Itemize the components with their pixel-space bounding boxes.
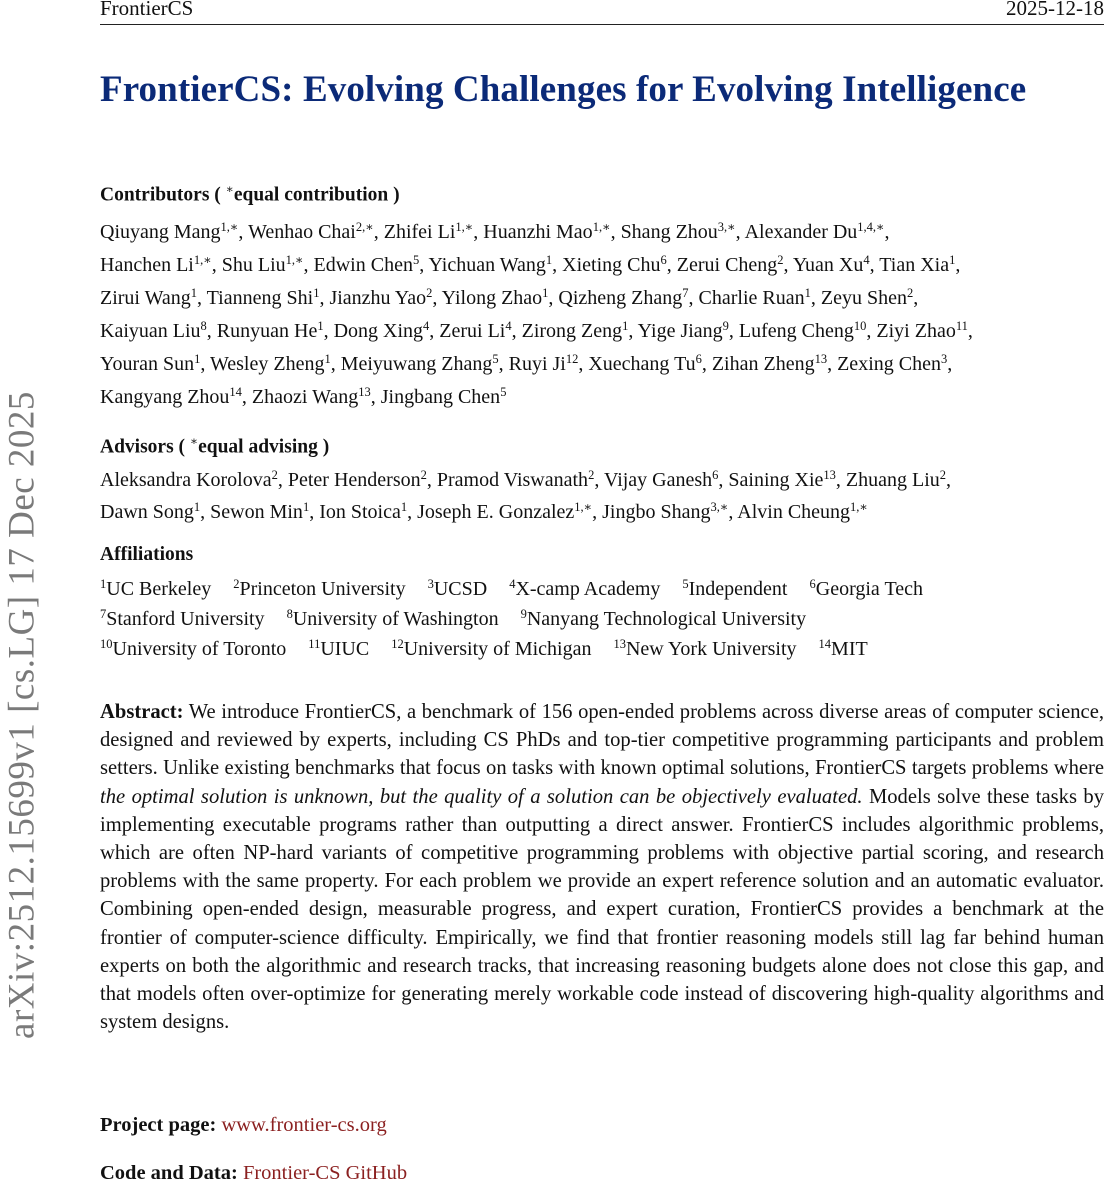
contributors-heading-note: equal contribution ) — [233, 184, 400, 206]
affiliation-row — [100, 574, 1106, 604]
author-affiliation-marker: 2 — [588, 468, 595, 482]
author-affiliation-marker: 12 — [565, 352, 579, 366]
affiliations-heading: Affiliations — [100, 544, 194, 565]
affiliation-number: 5 — [682, 577, 689, 591]
author-affiliation-marker: 1,∗ — [285, 253, 304, 267]
author-affiliation-marker: 1,4,∗ — [857, 220, 885, 234]
author — [728, 469, 836, 491]
author-affiliation-marker: 6 — [695, 352, 702, 366]
author-affiliation-marker: 11 — [955, 319, 968, 333]
author-name: Runyuan He — [216, 320, 318, 342]
author-name: Xieting Chu — [562, 254, 661, 276]
author-affiliation-marker: 1 — [317, 319, 324, 333]
author-name: Zirong Zeng — [521, 320, 623, 342]
author — [712, 353, 827, 375]
author-name: Aleksandra Korolova — [100, 469, 272, 491]
author-name: Yige Jiang — [637, 320, 723, 342]
author — [207, 287, 320, 309]
affiliation-name: University of Toronto — [112, 638, 287, 660]
author-affiliation-marker: 13 — [814, 352, 828, 366]
running-header-title: FrontierCS — [100, 0, 194, 20]
affiliations-list — [100, 574, 1106, 664]
affiliation — [100, 638, 286, 660]
author-name: Yuan Xu — [792, 254, 864, 276]
author-name: Jingbang Chen — [380, 386, 501, 408]
author-affiliation-marker: 2 — [420, 468, 427, 482]
author — [638, 320, 729, 342]
contributors-heading-label: Contributors ( — [100, 184, 221, 206]
affiliation-name: Princeton University — [239, 578, 406, 600]
affiliation — [810, 578, 924, 600]
abstract-label: Abstract: — [100, 701, 184, 723]
author — [437, 469, 594, 491]
running-header-date: 2025-12-18 — [1006, 0, 1104, 20]
author-name: Tian Xia — [879, 254, 950, 276]
author-affiliation-marker: 6 — [660, 253, 667, 267]
equal-star: ∗ — [189, 434, 199, 448]
author — [314, 254, 420, 276]
author-affiliation-marker: 10 — [853, 319, 867, 333]
code-and-data — [100, 1162, 407, 1185]
author-name: Zeyu Shen — [820, 287, 907, 309]
author-name: Zerui Li — [439, 320, 506, 342]
author-name: Qiuyang Mang — [100, 221, 221, 243]
author-affiliation-marker: 1 — [804, 286, 811, 300]
author-name: Kangyang Zhou — [100, 386, 230, 408]
author-name: Zexing Chen — [837, 353, 941, 375]
author — [876, 320, 967, 342]
affiliation-number: 6 — [809, 577, 816, 591]
affiliation-row — [100, 604, 1106, 634]
github-link[interactable]: Frontier-CS GitHub — [242, 1162, 408, 1184]
affiliation-number: 9 — [520, 607, 527, 621]
author-name: Youran Sun — [100, 353, 195, 375]
author — [439, 320, 511, 342]
author-affiliation-marker: 2 — [426, 286, 433, 300]
equal-star: ∗ — [225, 182, 234, 196]
author-name: Lufeng Cheng — [738, 320, 854, 342]
author-affiliation-marker: 1,∗ — [220, 220, 239, 234]
affiliation — [233, 578, 405, 600]
author-name: Shu Liu — [221, 254, 286, 276]
author — [100, 320, 207, 342]
author-name: Hanchen Li — [100, 254, 194, 276]
author-affiliation-marker: 8 — [200, 319, 207, 333]
author-affiliation-marker: 1 — [302, 500, 310, 514]
author — [248, 221, 374, 243]
author-name: Yichuan Wang — [428, 254, 546, 276]
author-affiliation-marker: 3,∗ — [710, 500, 729, 514]
author-affiliation-marker: 1 — [400, 500, 408, 514]
author — [588, 353, 701, 375]
author — [381, 386, 507, 408]
author — [100, 501, 200, 523]
abstract-italic: the optimal solution is unknown, but the quality of a solution can be objectively evaluated. — [100, 785, 863, 808]
author — [210, 501, 309, 523]
affiliation-number: 14 — [818, 637, 832, 651]
author — [745, 221, 885, 243]
author-name: Dong Xing — [333, 320, 424, 342]
author — [100, 221, 238, 243]
author-affiliation-marker: 1 — [542, 286, 549, 300]
author — [329, 287, 432, 309]
affiliation — [613, 638, 796, 660]
author — [334, 320, 430, 342]
author-name: Edwin Chen — [313, 254, 413, 276]
author-affiliation-marker: 2 — [939, 468, 947, 482]
affiliation-name: Nanyang Technological University — [526, 608, 807, 630]
affiliation-row — [100, 634, 1106, 664]
author-name: Wenhao Chai — [248, 221, 356, 243]
affiliation — [819, 638, 868, 660]
affiliation-name: University of Washington — [292, 608, 499, 630]
author-name: Kaiyuan Liu — [100, 320, 201, 342]
author-name: Zihan Zheng — [711, 353, 815, 375]
author — [288, 469, 427, 491]
author-affiliation-marker: 13 — [358, 385, 371, 399]
author-name: Tianneng Shi — [206, 287, 314, 309]
author-affiliation-marker: 2 — [777, 253, 784, 267]
author-name: Xuechang Tu — [588, 353, 696, 375]
author — [739, 320, 866, 342]
project-page — [100, 1114, 387, 1137]
author — [210, 353, 331, 375]
author-affiliation-marker: 2 — [271, 468, 278, 482]
affiliation-name: MIT — [831, 638, 868, 660]
author — [341, 353, 499, 375]
affiliation — [428, 578, 488, 600]
author-affiliation-marker: 1 — [194, 352, 201, 366]
author-affiliation-marker: 1 — [949, 253, 956, 267]
advisors-list: Aleksandra Korolova$^2$, Peter Henderson$^2$, Pramod Viswanath$^2$, Vijay Ganesh$^6$, Saining Xie$^{13}$, Zhuang Liu$^2$, Dawn Song$^1$, Sewon Min$^1$, Ion Stoica$^1$, Joseph E. Gonzalez$^{1,∗}$, Jingbo Shang$^{3,∗}$, Alvin Cheung$^{1,∗}$ — [100, 468, 952, 523]
author — [100, 353, 200, 375]
author-name: Peter Henderson — [287, 469, 421, 491]
affiliation-name: X-camp Academy — [515, 578, 661, 600]
author — [677, 254, 784, 276]
affiliation — [100, 578, 211, 600]
author-name: Dawn Song — [100, 501, 194, 523]
advisors-heading-label: Advisors ( — [100, 436, 186, 458]
author — [428, 254, 552, 276]
author-name: Yilong Zhao — [441, 287, 543, 309]
abstract-text-1: We introduce FrontierCS, a benchmark of 156 open-ended problems across diverse areas of computer science, designed and reviewed by experts, including CS PhDs and top-tier competitive programming participants and problem setters. Unlike existing benchmarks that focus on tasks with known optimal solutions, FrontierCS targets problems where — [100, 701, 1104, 780]
affiliation-name: Georgia Tech — [815, 578, 924, 600]
author — [509, 353, 579, 375]
affiliation-number: 3 — [427, 577, 434, 591]
author — [483, 221, 610, 243]
author-affiliation-marker: 1 — [324, 352, 331, 366]
author — [100, 287, 197, 309]
author — [417, 501, 592, 523]
author-name: Zhuang Liu — [845, 469, 940, 491]
author-affiliation-marker: 4 — [863, 253, 870, 267]
author-affiliation-marker: 1 — [622, 319, 629, 333]
affiliation — [391, 638, 591, 660]
affiliation-number: 13 — [613, 637, 626, 651]
affiliation — [100, 608, 265, 630]
author — [604, 469, 718, 491]
affiliation-number: 4 — [509, 577, 516, 591]
author-name: Alexander Du — [744, 221, 858, 243]
author-name: Sewon Min — [210, 501, 303, 523]
author — [100, 469, 278, 491]
author-name: Pramod Viswanath — [436, 469, 589, 491]
author-affiliation-marker: 14 — [229, 385, 242, 399]
author-name: Ziyi Zhao — [876, 320, 956, 342]
author-affiliation-marker: 4 — [423, 319, 430, 333]
author-name: Ruyi Ji — [508, 353, 566, 375]
author-affiliation-marker: 1,∗ — [850, 500, 868, 514]
author-name: Alvin Cheung — [737, 501, 851, 523]
author-name: Qizheng Zhang — [558, 287, 683, 309]
author-name: Joseph E. Gonzalez — [417, 501, 575, 523]
author — [793, 254, 870, 276]
author — [621, 221, 736, 243]
author-affiliation-marker: 2,∗ — [355, 220, 374, 234]
abstract-text-2: Models solve these tasks by implementing executable programs rather than outputting a direct answer. FrontierCS includes algorithmic problems, which are often NP-hard variants of competitive programming problems with objective partial scoring, and research problems with the same property. For each problem we provide an expert reference solution and an automatic evaluator. Combining open-ended design, measurable progress, and expert curation, FrontierCS provides a benchmark at the frontier of computer-science difficulty. Empirically, we find that frontier reasoning models still lag far behind human experts on both the algorithmic and research tracks, that increasing reasoning budgets alone does not close this gap, and that models often over-optimize for generating merely workable code instead of discovering high-quality algorithms and system designs. — [100, 785, 1104, 1034]
author-affiliation-marker: 5 — [492, 352, 499, 366]
author-affiliation-marker: 1,∗ — [592, 220, 611, 234]
author — [846, 469, 946, 491]
affiliation-name: UCSD — [433, 578, 488, 600]
author-affiliation-marker: 2 — [906, 286, 914, 300]
abstract — [100, 698, 1104, 1036]
author-name: Zirui Wang — [100, 287, 191, 309]
author-affiliation-marker: 1,∗ — [574, 500, 593, 514]
author-name: Zhifei Li — [383, 221, 456, 243]
author-affiliation-marker: 13 — [823, 468, 836, 482]
author — [558, 287, 688, 309]
affiliation-number: 11 — [308, 637, 321, 651]
affiliation-number: 2 — [233, 577, 240, 591]
author-name: Jingbo Shang — [602, 501, 711, 523]
author — [100, 254, 212, 276]
author-name: Ion Stoica — [319, 501, 401, 523]
affiliation-name: Stanford University — [106, 608, 265, 630]
author — [602, 501, 728, 523]
author — [217, 320, 324, 342]
author-affiliation-marker: 4 — [505, 319, 512, 333]
affiliation-name: University of Michigan — [403, 638, 592, 660]
author — [222, 254, 304, 276]
arxiv-stamp: arXiv:2512.15699v1 [cs.LG] 17 Dec 2025 — [1, 391, 43, 1039]
author-name: Charlie Ruan — [698, 287, 805, 309]
author-affiliation-marker: 9 — [722, 319, 729, 333]
affiliation — [521, 608, 807, 630]
author-affiliation-marker: 3 — [940, 352, 948, 366]
project-page-link[interactable]: www.frontier-cs.org — [221, 1114, 387, 1136]
author — [252, 386, 371, 408]
author-name: Zerui Cheng — [676, 254, 778, 276]
affiliation-number: 12 — [391, 637, 404, 651]
author — [699, 287, 811, 309]
author — [100, 386, 242, 408]
contributors-heading — [100, 182, 400, 207]
author-name: Meiyuwang Zhang — [340, 353, 493, 375]
contributors-list: Qiuyang Mang$^{1,∗}$, Wenhao Chai$^{2,∗}$, Zhifei $Li^{1,∗}$, Huanzhi Mao$^{1,∗}$, Shang Zhou$^{3,∗}$, Alexander $Du^{1,4,∗}$, Hanchen $Li^{1,∗}$, Shu Liu$^{1,∗}$, Edwin Chen$^5$, Yichuan Wang$^1$, Xieting Chu$^6$, Zerui Cheng$^2$, Yuan Xu$^4$, Tian Xia$^1$, Zirui Wang$^1$, Tianneng Shi$^1$, Jianzhu Yao$^2$, Yilong Zhao$^1$, Qizheng Zhang$^7$, Charlie Ruan$^1$, Zeyu Shen$^2$, Kaiyuan Liu$^8$, Runyuan He$^1$, Dong Xing$^4$, Zerui Li$^4$, Zirong Zeng$^1$, Yige Jiang$^9$, Lufeng Cheng$^{10}$, Ziyi Zhao$^{11}$, Youran Sun$^1$, Wesley Zheng$^1$, Meiyuwang Zhang$^5$, Ruyi Ji$^{12}$, Xuechang Tu$^6$, Zihan Zheng$^{13}$, Zexing Chen$^3$, Kangyang Zhou$^{14}$, Zhaozi Wang$^{13}$, Jingbang Chen$^5$ — [100, 220, 973, 408]
affiliation-name: UC Berkeley — [106, 578, 212, 600]
author-affiliation-marker: 1 — [193, 500, 201, 514]
affiliation-name: Independent — [688, 578, 788, 600]
affiliation-name: UIUC — [320, 638, 370, 660]
author-affiliation-marker: 7 — [682, 286, 689, 300]
author — [384, 221, 474, 243]
author-name: Wesley Zheng — [210, 353, 325, 375]
author-affiliation-marker: 6 — [712, 468, 719, 482]
author — [879, 254, 955, 276]
author-name: Zhaozi Wang — [251, 386, 359, 408]
author — [837, 353, 947, 375]
author-affiliation-marker: 1 — [313, 286, 320, 300]
affiliation — [287, 608, 499, 630]
affiliation-number: 10 — [100, 637, 113, 651]
author-name: Saining Xie — [728, 469, 824, 491]
author-affiliation-marker: 5 — [500, 385, 507, 399]
author-affiliation-marker: 1,∗ — [455, 220, 474, 234]
author — [442, 287, 549, 309]
author — [562, 254, 667, 276]
author-name: Vijay Ganesh — [603, 469, 713, 491]
affiliation-number: 1 — [100, 577, 107, 591]
code-data-label: Code and Data: — [100, 1162, 238, 1184]
author-affiliation-marker: 1 — [545, 253, 553, 267]
affiliation — [682, 578, 787, 600]
author-affiliation-marker: 1 — [190, 286, 198, 300]
affiliation — [509, 578, 660, 600]
paper-title: FrontierCS: Evolving Challenges for Evolving Intelligence — [100, 69, 1027, 110]
advisors-heading-note: equal advising ) — [198, 436, 330, 458]
author — [821, 287, 913, 309]
affiliation-number: 7 — [100, 607, 107, 621]
author-affiliation-marker: 5 — [412, 253, 420, 267]
author — [319, 501, 407, 523]
author — [522, 320, 629, 342]
project-page-label: Project page: — [100, 1114, 217, 1136]
affiliation-number: 8 — [286, 607, 293, 621]
author-name: Shang Zhou — [620, 221, 718, 243]
author-affiliation-marker: 1,∗ — [193, 253, 212, 267]
author-name: Jianzhu Yao — [329, 287, 427, 309]
author — [737, 501, 868, 523]
author-affiliation-marker: 3,∗ — [717, 220, 736, 234]
affiliation — [308, 638, 369, 660]
affiliation-name: New York University — [625, 638, 797, 660]
advisors-heading — [100, 434, 329, 459]
header-rule — [100, 24, 1104, 25]
author-name: Huanzhi Mao — [483, 221, 593, 243]
